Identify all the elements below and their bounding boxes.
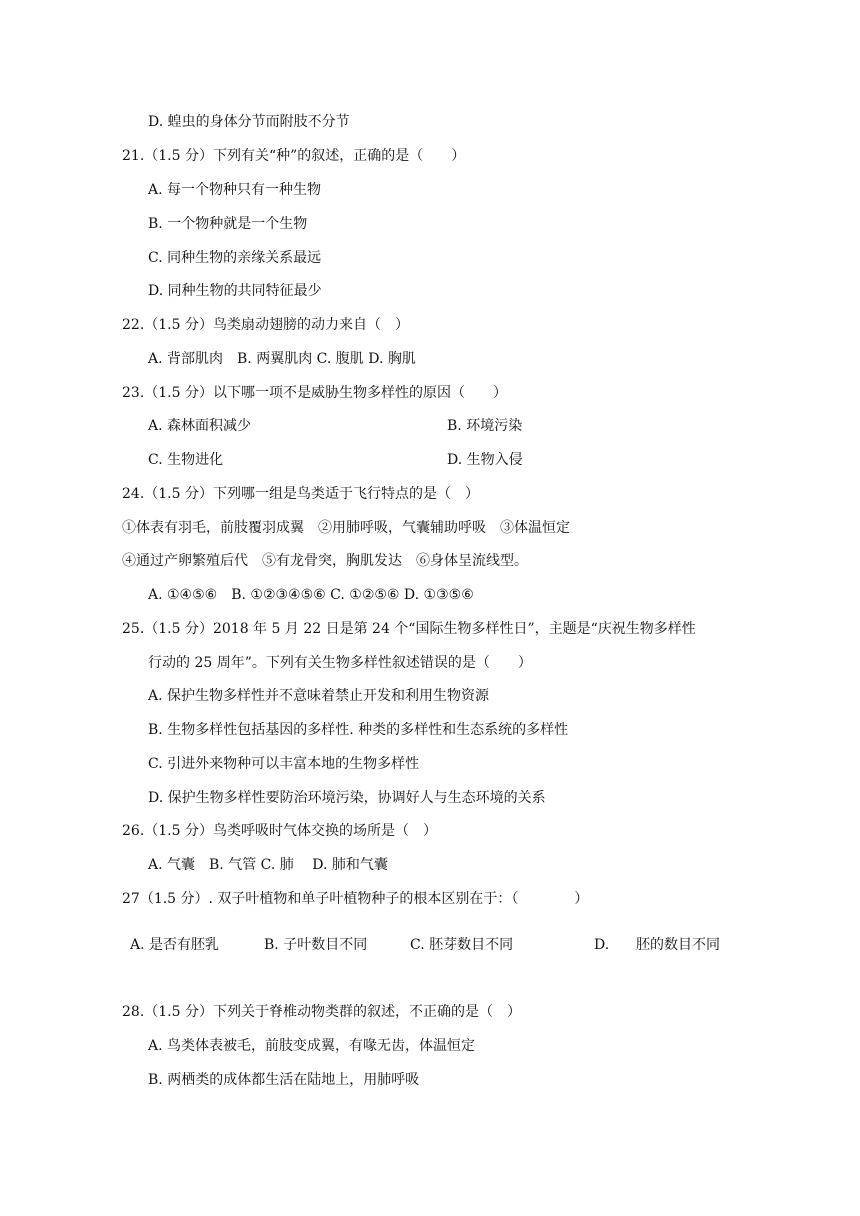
q27-option-c: C. 胚芽数目不同 xyxy=(410,937,514,953)
q26-options: A. 气囊 B. 气管 C. 肺 D. 肺和气囊 xyxy=(148,857,388,873)
question-22: 22.（1.5 分）鸟类扇动翅膀的动力来自（ ） xyxy=(122,317,409,333)
question-24: 24.（1.5 分）下列哪一组是鸟类适于飞行特点的是（ ） xyxy=(122,486,479,502)
q27-option-d-label: D. xyxy=(594,937,610,953)
question-23: 23.（1.5 分）以下哪一项不是威胁生物多样性的原因（ ） xyxy=(122,385,507,401)
q21-option-d: D. 同种生物的共同特征最少 xyxy=(148,283,322,299)
q28-option-b: B. 两栖类的成体都生活在陆地上，用肺呼吸 xyxy=(148,1072,420,1088)
q27-option-b: B. 子叶数目不同 xyxy=(264,937,368,953)
question-26: 26.（1.5 分）鸟类呼吸时气体交换的场所是（ ） xyxy=(122,823,437,839)
q21-option-b: B. 一个物种就是一个生物 xyxy=(148,216,308,232)
question-28: 28.（1.5 分）下列关于脊椎动物类群的叙述，不正确的是（ ） xyxy=(122,1004,521,1020)
q24-statements-1: ①体表有羽毛，前肢覆羽成翼 ②用肺呼吸，气囊辅助呼吸 ③体温恒定 xyxy=(122,520,570,536)
q28-option-a: A. 鸟类体表被毛，前肢变成翼，有喙无齿，体温恒定 xyxy=(148,1038,476,1054)
q25-option-c: C. 引进外来物种可以丰富本地的生物多样性 xyxy=(148,756,420,772)
question-25-cont: 行动的 25 周年”。下列有关生物多样性叙述错误的是（ ） xyxy=(148,655,532,671)
q21-option-c: C. 同种生物的亲缘关系最远 xyxy=(148,250,322,266)
q23-option-b: B. 环境污染 xyxy=(447,418,523,434)
q25-option-d: D. 保护生物多样性要防治环境污染，协调好人与生态环境的关系 xyxy=(148,790,546,806)
question-21: 21.（1.5 分）下列有关“种”的叙述，正确的是（ ） xyxy=(122,148,466,164)
option-d-line: D. 蝗虫的身体分节而附肢不分节 xyxy=(148,114,350,130)
question-25: 25.（1.5 分）2018 年 5 月 22 日是第 24 个“国际生物多样性日”，主题是“庆祝生物多样性 xyxy=(122,621,696,637)
q22-options: A. 背部肌肉 B. 两翼肌肉 C. 腹肌 D. 胸肌 xyxy=(148,351,416,367)
q27-option-a: A. 是否有胚乳 xyxy=(130,937,220,953)
q23-option-d: D. 生物入侵 xyxy=(447,452,523,468)
q27-option-d-text: 胚的数目不同 xyxy=(636,937,720,953)
q25-option-a: A. 保护生物多样性并不意味着禁止开发和利用生物资源 xyxy=(148,688,490,704)
question-27: 27（1.5 分）. 双子叶植物和单子叶植物种子的根本区别在于：（ ） xyxy=(122,891,589,907)
q24-statements-2: ④通过产卵繁殖后代 ⑤有龙骨突，胸肌发达 ⑥身体呈流线型。 xyxy=(122,553,528,569)
q23-option-a: A. 森林面积减少 xyxy=(148,418,252,434)
q23-option-c: C. 生物进化 xyxy=(148,452,224,468)
q25-option-b: B. 生物多样性包括基因的多样性. 种类的多样性和生态系统的多样性 xyxy=(148,722,569,738)
q24-options: A. ①④⑤⑥ B. ①②③④⑤⑥ C. ①②⑤⑥ D. ①③⑤⑥ xyxy=(148,587,474,603)
q21-option-a: A. 每一个物种只有一种生物 xyxy=(148,182,322,198)
